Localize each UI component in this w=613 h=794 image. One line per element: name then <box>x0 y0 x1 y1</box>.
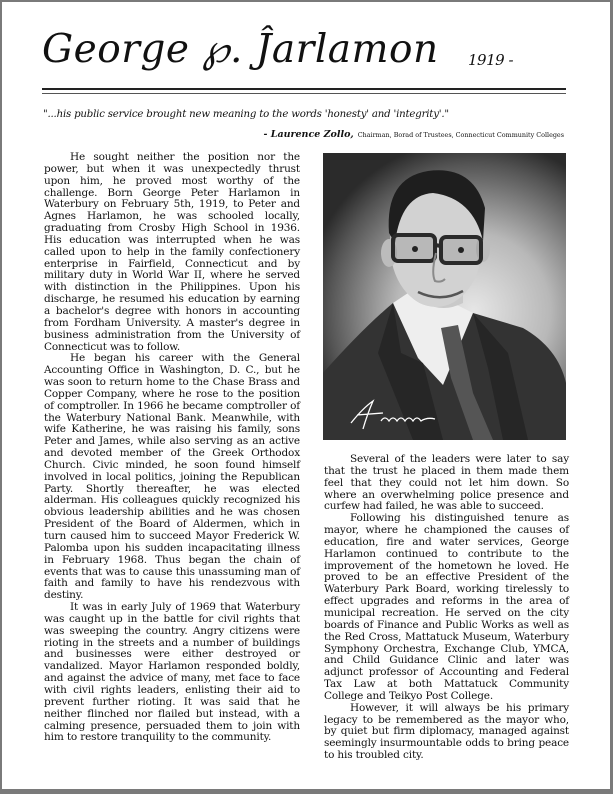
paragraph: However, it will always be his primary legacy to be remembered as the mayor who, by quiet but firm diplomacy, managed against seemingly insurmountable odds to bring peace to his troubled city. <box>324 701 569 762</box>
epigraph-author: - Laurence Zollo, <box>263 129 354 140</box>
paragraph: He began his career with the General Accounting Office in Washington, D. C., but he was soon to return home to the Chase Brass and Copper Company, where he rose to the position of comptroller. In 1966 he became comptroller of the Waterbury National Bank. Meanwhile, with wife Katherine, he was raising his family, sons Peter and James, while also serving as an active and devoted member of the Greek Orthodox Church. Civic minded, he soon found himself involved in local politics, joining the Republican Party. Shortly thereafter, he was elected alderman. His colleagues quickly recognized his obvious leadership abilities and he was chosen President of the Board of Aldermen, which in turn caused him to succeed Mayor Frederick W. Palomba upon his sudden incapacitating illness in February 1968. Thus began the chain of events that was to cause this unassuming man of faith and family to have his rendezvous with destiny. <box>44 352 300 602</box>
paragraph: He sought neither the position nor the power, but when it was unexpectedly thrust upon him, he proved most worthy of the challenge. Born George Peter Harlamon in Waterbury on February 5th, 1919, to Peter and Agnes Harlamon, he was schooled locally, graduating from Crosby High School in 1936. His education was interrupted when he was called upon to help in the family confectionery enterprise in Fairfield, Connecticut and by military duty in World War II, where he served with distinction in the Philippines. Upon his discharge, he resumed his education by earning a bachelor's degree with honors in accounting from Fordham University. A master's degree in business administration from the University of Connecticut was to follow. <box>44 151 300 353</box>
epigraph-quote: "...his public service brought new meaning to the words 'honesty' and 'integrity'." <box>43 109 449 120</box>
title-rule-thick <box>42 88 566 90</box>
paragraph: Following his distinguished tenure as mayor, where he championed the causes of education, fire and water services, George Harlamon continued to contribute to the improvement of the hometown he loved. He proved to be an effective President of the Waterbury Park Board, working tirelessly to effect upgrades and reforms in the area of municipal recreation. He served on the city boards of Finance and Public Works as well as the Red Cross, Mattatuck Museum, Waterbury Symphony Orchestra, Exchange Club, YMCA, and Child Guidance Clinic and later was adjunct professor of Accounting and Federal Tax Law at both Mattatuck Community College and Teikyo Post College. <box>324 512 569 702</box>
body-left-column <box>44 152 300 744</box>
document-page <box>2 2 610 789</box>
eye-right <box>458 247 464 253</box>
epigraph-attribution <box>264 124 564 142</box>
portrait-photo <box>323 153 566 440</box>
glasses-bridge <box>435 245 441 246</box>
paragraph: It was in early July of 1969 that Waterbury was caught up in the battle for civil rights that was sweeping the country. Angry citizens were rioting in the streets and a number of buildings and businesses were either destroyed or vandalized. Mayor Harlamon responded boldly, and against the advice of many, met face to face with civil rights leaders, enlisting their aid to prevent further rioting. It was said that he neither flinched nor flailed but instead, with a calming presence, persuaded them to join with him to restore tranquility to the community. <box>44 601 300 744</box>
body-right-column <box>324 454 569 762</box>
life-years: 1919 - <box>468 51 514 69</box>
epigraph-author-role: Chairman, Borad of Trustees, Connecticut Community Colleges <box>357 131 564 139</box>
page-title: George ℘. Ĵarlamon <box>42 27 439 72</box>
eye-left <box>412 246 418 252</box>
paragraph: Several of the leaders were later to say that the trust he placed in them made them feel that they could not let him down. So where an overwhelming police presence and curfew had failed, he was able to succeed. <box>324 453 569 513</box>
portrait-illustration <box>323 153 566 440</box>
title-rule-thin <box>42 93 566 94</box>
